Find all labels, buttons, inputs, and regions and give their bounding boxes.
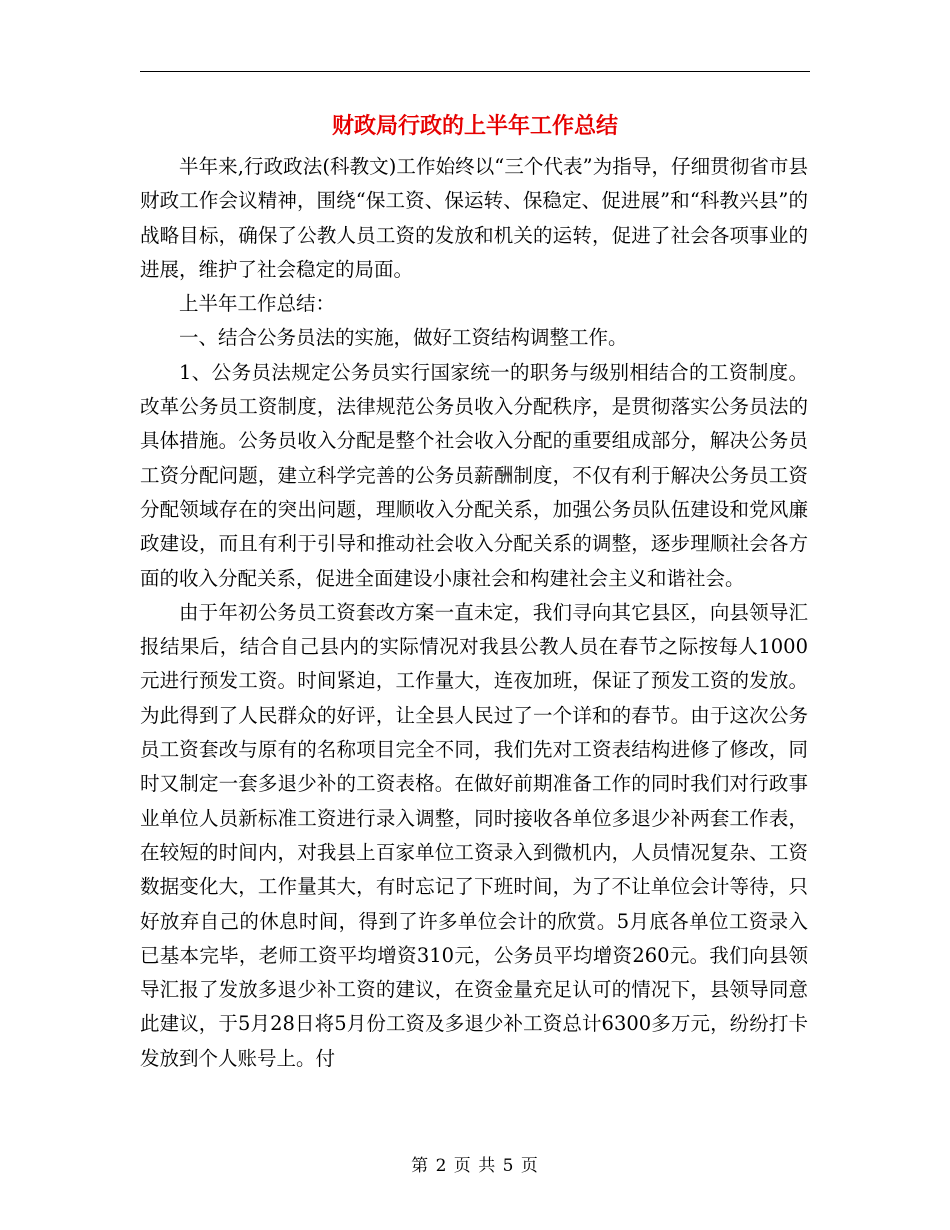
document-body (140, 150, 808, 1076)
paragraph-intro: 半年来,行政政法(科教文)工作始终以“三个代表”为指导，仔细贯彻省市县财政工作会议精神，围绕“保工资、保运转、保稳定、促进展”和“科教兴县”的战略目标，确保了公教人员工资的发放和机关的运转，促进了社会各项事业的进展，维护了社会稳定的局面。 (140, 155, 808, 281)
paragraph-summary-heading: 上半年工作总结： (179, 292, 336, 316)
paragraph-wage-reform: 由于年初公务员工资套改方案一直未定，我们寻向其它县区，向县领导汇报结果后，结合自己县内的实际情况对我县公教人员在春节之际按每人1000元进行预发工资。时间紧迫，工作量大，连夜加班，保证了预发工资的发放。为此得到了人民群众的好评，让全县人民过了一个详和的春节。由于这次公务员工资套改与原有的名称项目完全不同，我们先对工资表结构进修了修改，同时又制定一套多退少补的工资表格。在做好前期准备工作的同时我们对行政事业单位人员新标准工资进行录入调整，同时接收各单位多退少补两套工作表，在较短的时间内，对我县上百家单位工资录入到微机内，人员情况复杂、工资数据变化大，工作量其大，有时忘记了下班时间，为了不让单位会计等待，只好放弃自己的休息时间，得到了许多单位会计的欣赏。5月底各单位工资录入已基本完毕，老师工资平均增资310元，公务员平均增资260元。我们向县领导汇报了发放多退少补工资的建议，在资金量充足认可的情况下，县领导同意此建议，于5月28日将5月份工资及多退少补工资总计6300多万元，纷纷打卡发放到个人账号上。付 (140, 600, 808, 1070)
page-footer (0, 1154, 950, 1178)
footer-current-page: 2 (435, 1156, 448, 1176)
footer-prefix: 第 (411, 1156, 430, 1176)
header-rule (140, 71, 810, 72)
section-heading-1: 一、结合公务员法的实施，做好工资结构调整工作。 (179, 326, 628, 350)
footer-middle: 页 共 (453, 1156, 497, 1176)
document-title: 财政局行政的上半年工作总结 (331, 113, 618, 139)
footer-total-pages: 5 (502, 1156, 515, 1176)
footer-suffix: 页 (520, 1156, 539, 1176)
paragraph-item-1: 1、公务员法规定公务员实行国家统一的职务与级别相结合的工资制度。改革公务员工资制度，法律规范公务员收入分配秩序，是贯彻落实公务员法的具体措施。公务员收入分配是整个社会收入分配的重要组成部分，解决公务员工资分配问题，建立科学完善的公务员薪酬制度，不仅有利于解决公务员工资分配领域存在的突出问题，理顺收入分配关系，加强公务员队伍建设和党风廉政建设，而且有利于引导和推动社会收入分配关系的调整，逐步理顺社会各方面的收入分配关系，促进全面建设小康社会和构建社会主义和谐社会。 (140, 360, 808, 590)
